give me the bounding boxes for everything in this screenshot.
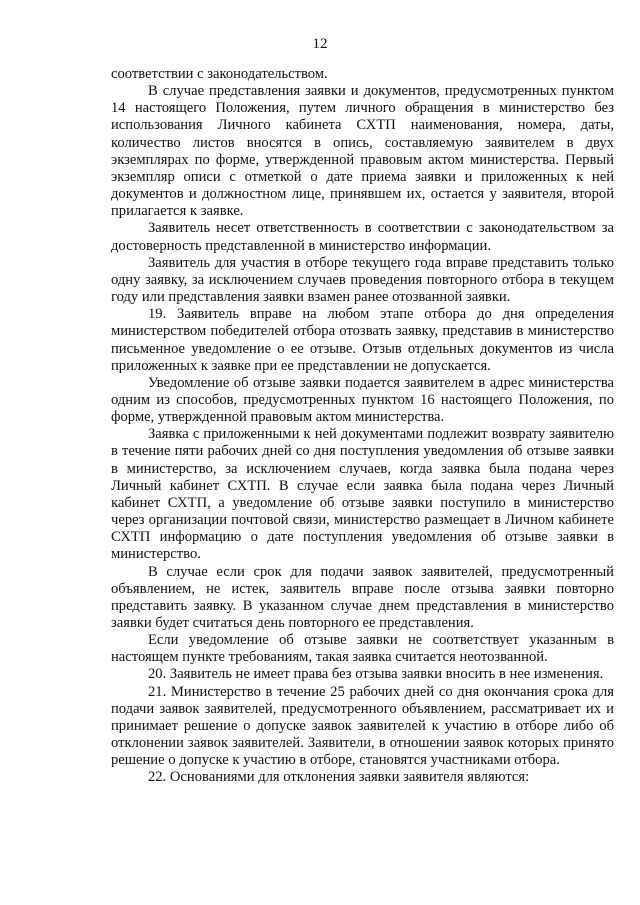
paragraph-continuation: соответствии с законодательством. bbox=[111, 66, 328, 82]
paragraph-applicant-responsibility: Заявитель несет ответственность в соответствии с законодательством за достоверность представленной в министерство информации. bbox=[111, 220, 614, 254]
paragraph-withdrawal-notice: Уведомление об отзыве заявки подается заявителем в адрес министерства одним из способов, предусмотренных пунктом 16 настоящего Положения, по форме, утвержденной правовым актом министерства. bbox=[111, 374, 614, 426]
paragraph-non-withdrawn: Если уведомление об отзыве заявки не соответствует указанным в настоящем пункте требованиям, такая заявка считается неотозванной. bbox=[111, 632, 614, 666]
paragraph-clause-22: 22. Основаниями для отклонения заявки заявителя являются: bbox=[148, 769, 530, 786]
paragraph-clause-20: 20. Заявитель не имеет права без отзыва заявки вносить в нее изменения. bbox=[148, 666, 604, 683]
paragraph-resubmission: В случае если срок для подачи заявок заявителей, предусмотренный объявлением, не истек, заявитель вправе после отзыва заявки повторно представить заявку. В указанном случае днем представления в министерство заявки будет считаться день повторного ее представления. bbox=[111, 563, 614, 631]
paragraph-single-application: Заявитель для участия в отборе текущего года вправе представить только одну заявку, за исключением случаев проведения повторного отбора в текущем году или представления заявки взамен ранее отозванной заявки. bbox=[111, 254, 614, 306]
page-number: 12 bbox=[312, 36, 328, 52]
paragraph-clause-21: 21. Министерство в течение 25 рабочих дней со дня окончания срока для подачи заявок заявителей, предусмотренного объявлением, рассматривает их и принимает решение о допуске заявок заявителей к участию в отборе либо об отклонении заявок заявителей. Заявители, в отношении заявок которых принято решение о допуске к участию в отборе, становятся участниками отбора. bbox=[111, 683, 614, 769]
document-body bbox=[111, 66, 614, 787]
paragraph-application-return: Заявка с приложенными к ней документами подлежит возврату заявителю в течение пяти рабочих дней со дня поступления уведомления об отзыве заявки в министерство, за исключением случаев, когда заявка была подана через Личный кабинет СХТП. В случае если заявка была подана через Личный кабинет СХТП, а уведомление об отзыве заявки поступило в министерство через организации почтовой связи, министерство размещает в Личном кабинете СХТП информацию о дате поступления уведомления об отзыве заявки в министерство. bbox=[111, 426, 614, 563]
paragraph-in-person-submission: В случае представления заявки и документов, предусмотренных пунктом 14 настоящего Положения, путем личного обращения в министерство без использования Личного кабинета СХТП наименования, номера, даты, количество листов вносятся в опись, составляемую заявителем в двух экземплярах по форме, утвержденной правовым актом министерства. Первый экземпляр описи с отметкой о дате приема заявки и приложенных к ней документов и должностном лице, принявшем их, остается у заявителя, второй прилагается к заявке. bbox=[111, 83, 614, 220]
paragraph-clause-19: 19. Заявитель вправе на любом этапе отбора до дня определения министерством победителей отбора отозвать заявку, представив в министерство письменное уведомление о ее отзыве. Отзыв отдельных документов из числа приложенных к заявке при ее представлении не допускается. bbox=[111, 306, 614, 374]
